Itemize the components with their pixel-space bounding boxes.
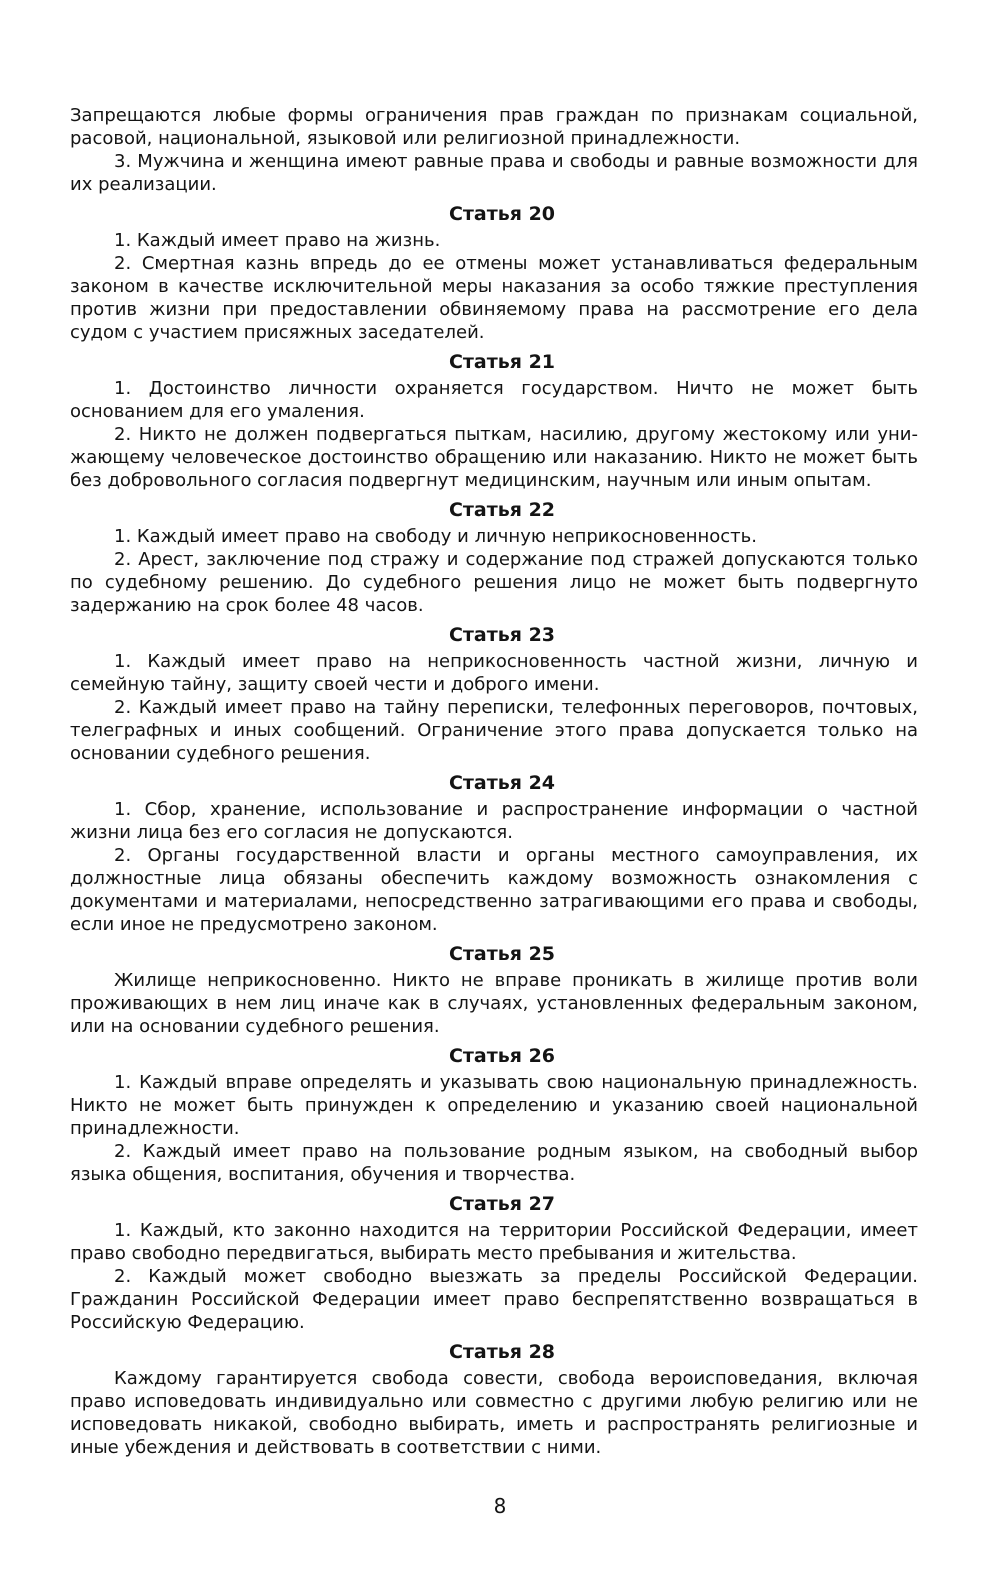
article-24 — [70, 771, 918, 936]
article-heading: Статья 25 — [448, 943, 556, 965]
article-paragraph: 1. Каждый имеет право на свободу и личную неприкосновенность. — [114, 526, 757, 547]
intro-paragraph: Запрещаются любые формы ограничения прав граждан по признакам социальной, расовой, национальной, языковой или религиозной принадлежности. — [70, 105, 918, 149]
article-paragraph: 1. Каждый имеет право на жизнь. — [114, 230, 441, 251]
article-23 — [70, 623, 918, 765]
article-paragraph: 1. Каждый вправе определять и указывать свою национальную принадлежность. Никто не может быть принужден к определению и указанию своей национальной принадлежности. — [70, 1072, 918, 1139]
article-28 — [70, 1340, 918, 1459]
article-paragraph: Каждому гарантируется свобода совести, свобода вероисповедания, включая право исповедовать индивидуально или совместно с другими любую религию или не исповедовать никакой, свободно выбирать, иметь и распространять религиозные и иные убеждения и действовать в соответствии с ними. — [70, 1368, 918, 1458]
intro-paragraph: 3. Мужчина и женщина имеют равные права и свободы и равные возможности для их реализации. — [70, 151, 918, 195]
article-paragraph: 1. Каждый имеет право на неприкосновенность частной жизни, личную и семейную тайну, защиту своей чести и доброго имени. — [70, 651, 918, 695]
article-27 — [70, 1192, 918, 1334]
article-paragraph: 2. Смертная казнь впредь до ее отмены может устанавливаться федеральным законом в качестве исключительной меры наказания за особо тяжкие преступления против жизни при предоставлении обвиняемому права на рассмотрение его дела судом с участием присяжных заседателей. — [70, 253, 918, 343]
article-paragraph: 2. Каждый имеет право на пользование родным языком, на свободный выбор языка общения, воспитания, обучения и творчества. — [70, 1141, 918, 1185]
article-22 — [70, 498, 918, 617]
article-paragraph: 1. Каждый, кто законно находится на территории Российской Федерации, имеет право свободно передвигаться, выбирать место пребывания и жительства. — [70, 1220, 918, 1264]
article-paragraph: 1. Достоинство личности охраняется государством. Ничто не может быть основанием для его умаления. — [70, 378, 918, 422]
article-paragraph: 2. Каждый имеет право на тайну переписки, телефонных переговоров, почтовых, телеграфных и иных сообщений. Ограничение этого права допускается только на основании судебного решения. — [70, 697, 918, 764]
article-heading: Статья 27 — [448, 1193, 556, 1215]
article-paragraph: 1. Сбор, хранение, использование и распространение информации о частной жизни лица без его согласия не допускаются. — [70, 799, 918, 843]
article-paragraph: 2. Органы государственной власти и органы местного самоуправления, их должностные лица обязаны обеспечить каждому возможность ознакомления с документами и материалами, непосредственно затрагивающими его права и свободы, если иное не предусмотрено законом. — [70, 845, 918, 935]
article-paragraph: 2. Никто не должен подвергаться пыткам, насилию, другому жестокому или унижающему человеческое достоинство обращению или наказанию. Никто не может быть без добровольного согласия подвергнут медицинским, научным или иным опытам. — [70, 424, 918, 491]
article-paragraph: 2. Арест, заключение под стражу и содержание под стражей допускаются только по судебному решению. До судебного решения лицо не может быть подвергнуто задержанию на срок более 48 часов. — [70, 549, 918, 616]
article-20 — [70, 202, 918, 344]
article-heading: Статья 23 — [448, 624, 556, 646]
article-heading: Статья 21 — [448, 351, 556, 373]
page-number: 8 — [493, 1494, 507, 1518]
article-paragraph: Жилище неприкосновенно. Никто не вправе проникать в жилище против воли проживающих в нем лиц иначе как в случаях, установленных федеральным законом, или на основании судебного решения. — [70, 970, 918, 1037]
article-heading: Статья 22 — [448, 499, 556, 521]
document-page — [70, 104, 918, 1459]
article-heading: Статья 26 — [448, 1045, 556, 1067]
article-26 — [70, 1044, 918, 1186]
article-heading: Статья 20 — [448, 203, 556, 225]
article-21 — [70, 350, 918, 492]
article-heading: Статья 24 — [448, 772, 556, 794]
article-25 — [70, 942, 918, 1038]
article-paragraph: 2. Каждый может свободно выезжать за пределы Российской Федерации. Гражданин Российской Федерации имеет право беспрепятственно возвращаться в Российскую Федерацию. — [70, 1266, 918, 1333]
article-heading: Статья 28 — [448, 1341, 556, 1363]
